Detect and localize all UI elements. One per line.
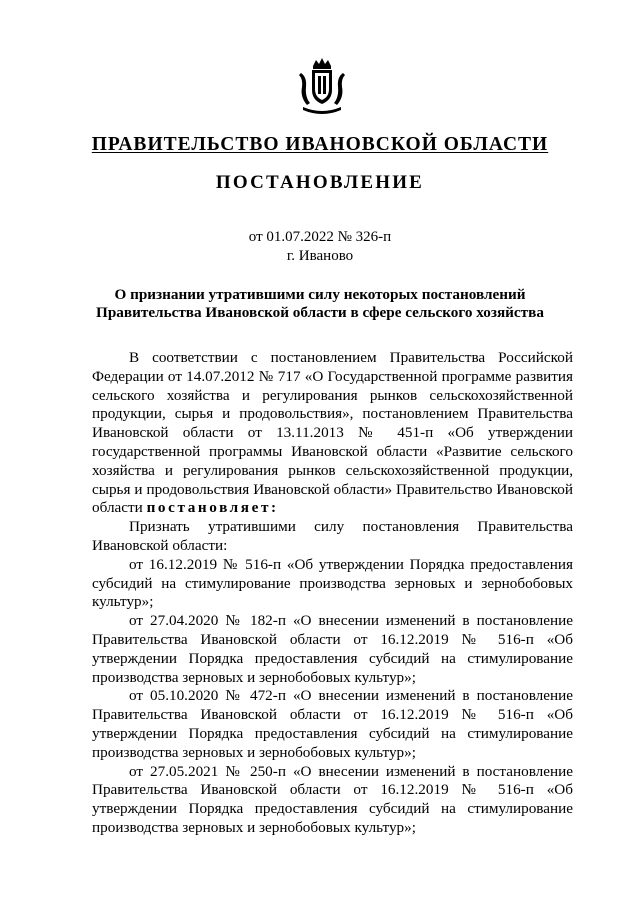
document-type: ПОСТАНОВЛЕНИЕ xyxy=(215,172,425,193)
subject-line-1: О признании утратившими силу некоторых постановлений xyxy=(114,286,526,303)
document-body xyxy=(92,349,573,838)
subject-line-2: Правительства Ивановской области в сфере сельского хозяйства xyxy=(96,304,544,321)
government-title: ПРАВИТЕЛЬСТВО ИВАНОВСКОЙ ОБЛАСТИ xyxy=(91,134,549,155)
decree-word: постановляет: xyxy=(146,499,279,517)
date-number: от 01.07.2022 № 326-п xyxy=(248,229,392,245)
preamble-text: В соответствии с постановлением Правительства Российской Федерации от 14.07.2012 № 717 «О Государственной программе развития сельского хозяйства и регулирования рынков сельскохозяйственной продукции, сырья и продовольствия», постановлением Правительства Ивановской области от 13.11.2013 № 451-п «Об утверждении государственной программы Ивановской области «Развитие сельского хозяйства и регулирования рынков сельскохозяйственной продукции, сырья и продовольствия Ивановской области» Правительство Ивановской области xyxy=(92,349,573,517)
list-item: от 05.10.2020 № 472-п «О внесении изменений в постановление Правительства Ивановской области от 16.12.2019 № 516-п «Об утверждении Порядка предоставления субсидий на стимулирование производства зерновых и зернобобовых культур»; xyxy=(92,687,573,761)
document-subject xyxy=(60,286,580,322)
list-item: от 27.05.2021 № 250-п «О внесении изменений в постановление Правительства Ивановской области от 16.12.2019 № 516-п «Об утверждении Порядка предоставления субсидий на стимулирование производства зерновых и зернобобовых культур»; xyxy=(92,762,573,836)
operative-paragraph: Признать утратившими силу постановления Правительства Ивановской области: xyxy=(92,518,573,554)
city: г. Иваново xyxy=(286,248,354,264)
preamble-paragraph xyxy=(92,349,573,518)
list-item: от 27.04.2020 № 182-п «О внесении изменений в постановление Правительства Ивановской области от 16.12.2019 № 516-п «Об утверждении Порядка предоставления субсидий на стимулирование производства зерновых и зернобобовых культур»; xyxy=(92,612,573,686)
list-item: от 16.12.2019 № 516-п «Об утверждении Порядка предоставления субсидий на стимулирование производства зерновых и зернобобовых культур»; xyxy=(92,555,573,611)
coat-of-arms-icon xyxy=(297,57,347,115)
